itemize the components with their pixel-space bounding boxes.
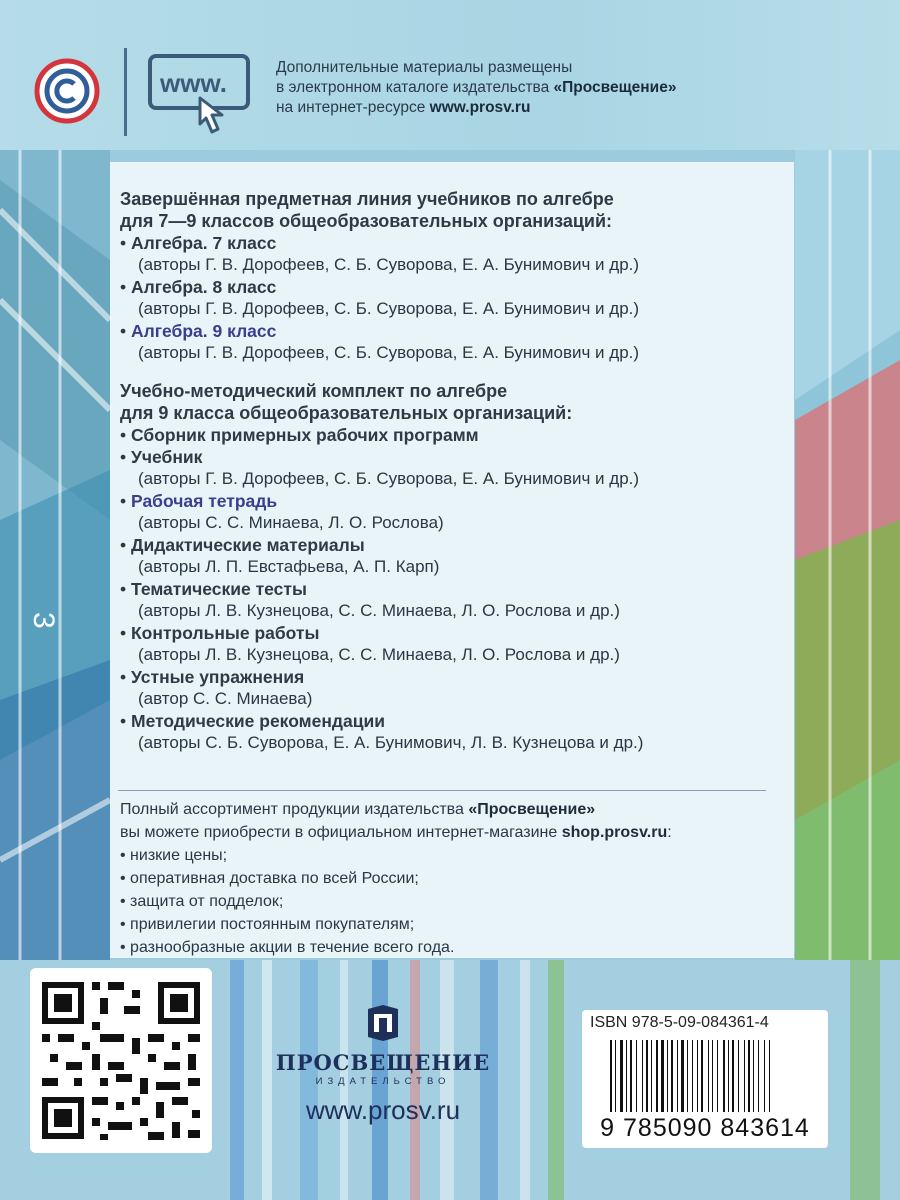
series-item-authors: (авторы Г. В. Дорофеев, С. Б. Суворова, Е. А. Бунимович и др.)	[138, 299, 640, 318]
decor-number: 3	[27, 612, 60, 629]
series-item-authors: (авторы Г. В. Дорофеев, С. Б. Суворова, Е. А. Бунимович и др.)	[138, 343, 640, 362]
isbn-barcode	[582, 1010, 828, 1148]
kit-item: • Сборник примерных рабочих программ	[120, 425, 479, 445]
kit-item: • Методические рекомендации	[120, 711, 386, 731]
kit-item: • Учебник	[120, 447, 203, 467]
series-section	[120, 188, 800, 364]
header-line-3: на интернет-ресурсе www.prosv.ru	[276, 99, 531, 116]
publisher-url-link[interactable]: www.prosv.ru	[305, 1095, 461, 1125]
series-heading-1: Завершённая предметная линия учебников по алгебре	[120, 189, 614, 209]
header-line-1: Дополнительные материалы размещены	[276, 59, 573, 76]
series-item-authors: (авторы Г. В. Дорофеев, С. Б. Суворова, Е. А. Бунимович и др.)	[138, 255, 640, 274]
kit-item: • Рабочая тетрадь	[120, 491, 278, 511]
kit-item-authors: (автор С. С. Минаева)	[138, 689, 313, 708]
publisher-block	[268, 1005, 498, 1126]
kit-item-authors: (авторы Л. В. Кузнецова, С. С. Минаева, Л. О. Рослова и др.)	[138, 645, 620, 664]
qr-code[interactable]	[30, 968, 212, 1153]
shop-bullet: • оперативная доставка по всей России;	[120, 870, 419, 887]
catalog-logo-icon	[34, 58, 100, 124]
shop-brand: «Просвещение»	[468, 801, 596, 818]
qr-code-icon	[30, 968, 212, 1153]
header-brand: «Просвещение»	[553, 79, 677, 96]
shop-bullet: • разнообразные акции в течение всего года.	[120, 939, 455, 956]
header-line-2: в электронном каталоге издательства «Просвещение»	[276, 79, 677, 96]
kit-heading-2: для 9 класса общеобразовательных организаций:	[120, 403, 573, 423]
header-separator	[124, 48, 127, 136]
publisher-logo-icon	[366, 1005, 400, 1041]
www-label: www.	[160, 68, 227, 98]
shop-bullet: • привилегии постоянным покупателям;	[120, 916, 415, 933]
publisher-name: ПРОСВЕЩЕНИЕ	[275, 1050, 491, 1075]
series-heading-2: для 7—9 классов общеобразовательных организаций:	[120, 211, 613, 231]
header-info	[276, 58, 676, 118]
shop-bullet: • защита от подделок;	[120, 893, 284, 910]
publisher-subtitle: ИЗДАТЕЛЬСТВО	[315, 1076, 451, 1087]
kit-item: • Контрольные работы	[120, 623, 320, 643]
isbn-digits: 9 785090 843614	[600, 1114, 810, 1142]
kit-item: • Дидактические материалы	[120, 535, 365, 555]
kit-heading-1: Учебно-методический комплект по алгебре	[120, 381, 508, 401]
shop-section	[120, 798, 800, 959]
kit-item: • Тематические тесты	[120, 579, 307, 599]
kit-item-authors: (авторы Л. П. Евстафьева, А. П. Карп)	[138, 557, 440, 576]
www-click-icon	[148, 52, 252, 142]
shop-bullet: • низкие цены;	[120, 847, 228, 864]
shop-line-2: вы можете приобрести в официальном интернет-магазине shop.prosv.ru:	[120, 824, 672, 841]
shop-line-1: Полный ассортимент продукции издательства «Просвещение»	[120, 801, 596, 818]
series-item: • Алгебра. 8 класс	[120, 277, 277, 297]
kit-item-authors: (авторы С. Б. Суворова, Е. А. Бунимович, Л. В. Кузнецова и др.)	[138, 733, 644, 752]
series-item: • Алгебра. 7 класс	[120, 233, 277, 253]
header-url-link[interactable]: www.prosv.ru	[429, 99, 531, 116]
catalog-content	[120, 188, 800, 754]
kit-item: • Устные упражнения	[120, 667, 305, 687]
kit-section	[120, 380, 800, 754]
kit-item-authors: (авторы Г. В. Дорофеев, С. Б. Суворова, Е. А. Бунимович и др.)	[138, 469, 640, 488]
kit-item-authors: (авторы Л. В. Кузнецова, С. С. Минаева, Л. О. Рослова и др.)	[138, 601, 620, 620]
divider	[118, 790, 766, 791]
kit-item-authors: (авторы С. С. Минаева, Л. О. Рослова)	[138, 513, 444, 532]
isbn-label: ISBN 978-5-09-084361-4	[590, 1014, 769, 1031]
series-item: • Алгебра. 9 класс	[120, 321, 277, 341]
shop-url-link[interactable]: shop.prosv.ru	[561, 824, 668, 841]
